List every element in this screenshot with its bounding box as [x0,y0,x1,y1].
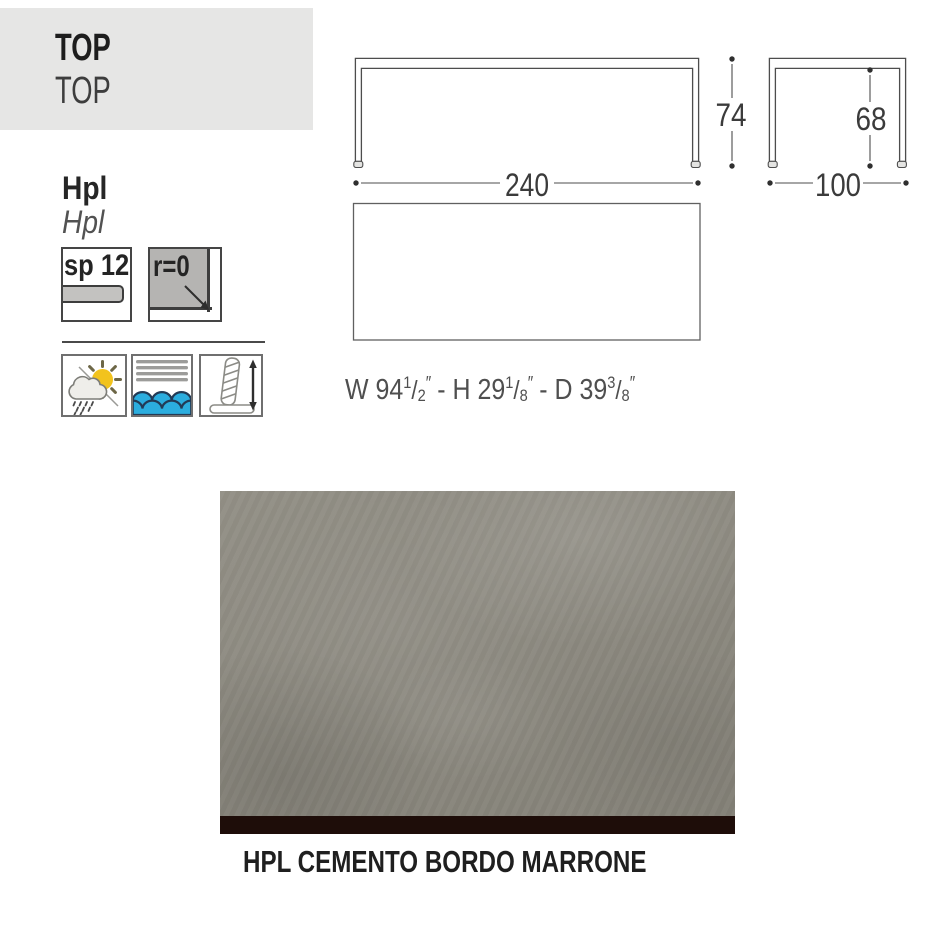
imperial-dimensions-line: W 94$^1$/2″ - H 29$^1$/8″ - D 39$^3$/8″ [345,373,635,406]
page-title: TOP [55,27,111,69]
technical-drawings [330,40,930,420]
material-swatch [220,491,735,834]
weather-sun-rain-icon [63,356,125,415]
thickness-badge [61,247,132,322]
swatch-edge-brown [220,816,735,834]
height-adjustable-foot-icon [201,356,261,415]
water-waves-icon [133,356,191,415]
divider-line [62,341,265,343]
thickness-label: sp 12 [64,249,130,282]
material-name: Hpl [62,170,108,206]
side-height-label: 68 [855,101,887,137]
corner-arrow-icon [150,249,220,320]
swatch-caption: HPL CEMENTO BORDO MARRONE [243,844,647,879]
front-height-label: 74 [715,97,747,133]
panel-cross-section-icon [63,285,124,303]
page-subtitle: TOP [55,70,111,112]
front-view [354,58,700,167]
top-view [354,204,701,341]
corner-radius-label: r=0 [153,250,190,283]
corner-radius-badge [148,247,222,322]
feature-weather-box [61,354,127,417]
swatch-surface-cement [220,491,735,816]
header-banner [0,8,313,130]
material-name-localized: Hpl [62,204,105,240]
feature-water-box [131,354,193,417]
feature-adjustable-box [199,354,263,417]
side-depth-label: 100 [815,167,861,203]
front-width-label: 240 [505,167,549,203]
